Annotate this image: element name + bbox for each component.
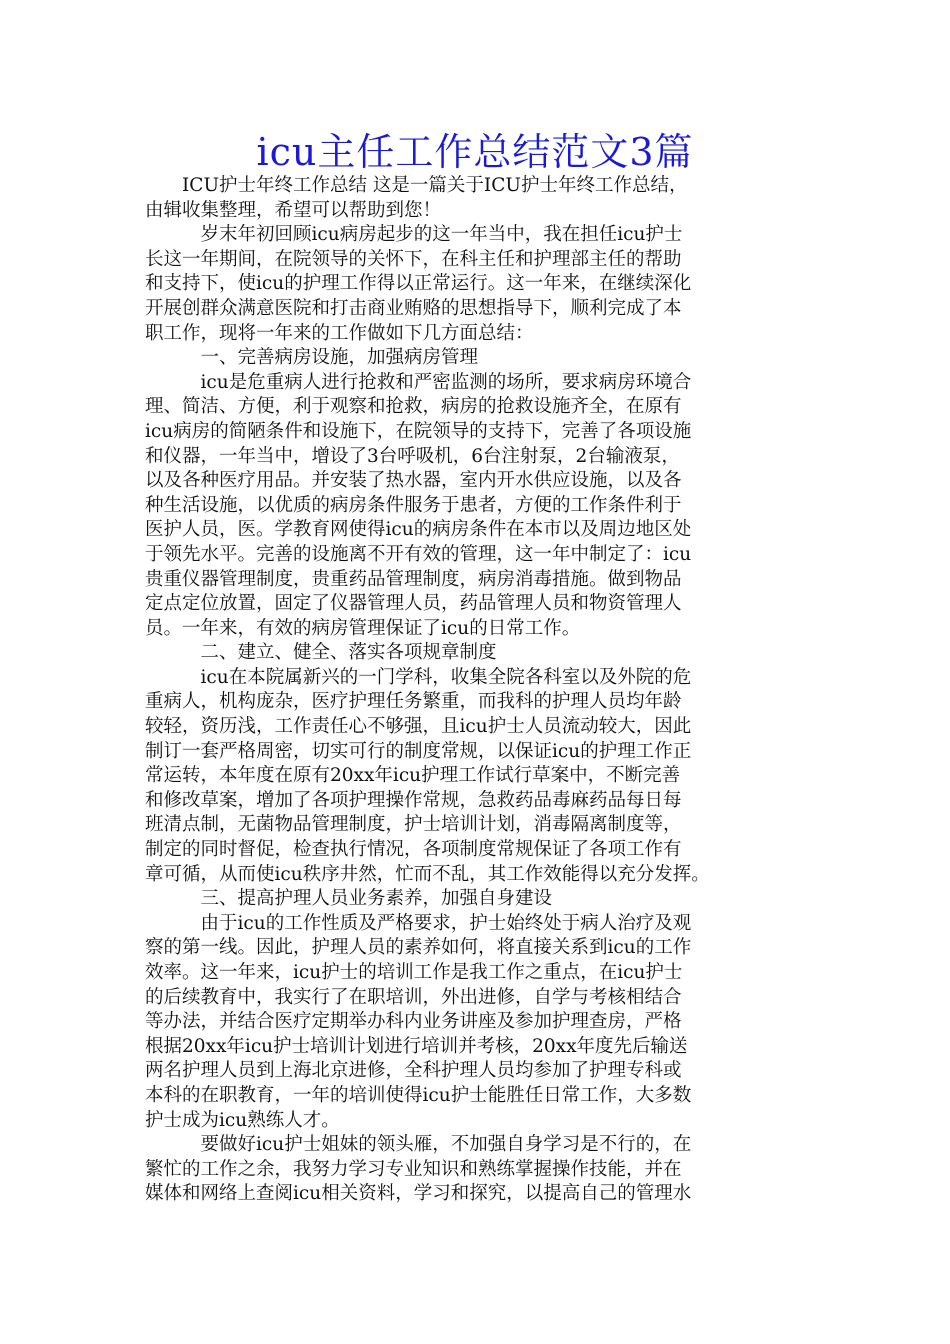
body-line: 由于icu的工作性质及严格要求，护士始终处于病人治疗及观 [145, 912, 692, 934]
body-line: 章可循，从而使icu秩序井然，忙而不乱，其工作效能得以充分发挥。 [145, 863, 710, 885]
body-line: 要做好icu护士姐妹的领头雁，不加强自身学习是不行的，在 [145, 1134, 692, 1156]
body-line: 和仪器，一年当中，增设了3台呼吸机，6台注射泵，2台输液泵， [145, 445, 680, 467]
body-line: 察的第一线。因此，护理人员的素养如何，将直接关系到icu的工作 [145, 937, 692, 959]
body-line: 贵重仪器管理制度，贵重药品管理制度，病房消毒措施。做到物品 [145, 568, 682, 590]
body-line: 一、完善病房设施，加强病房管理 [145, 347, 479, 369]
body-line: 本科的在职教育，一年的培训使得icu护士能胜任日常工作，大多数 [145, 1084, 692, 1106]
body-line: icu是危重病人进行抢救和严密监测的场所，要求病房环境合 [145, 371, 692, 393]
body-line: 制定的同时督促，检查执行情况，各项制度常规保证了各项工作有 [145, 839, 682, 861]
body-line: 理、简洁、方便，利于观察和抢救，病房的抢救设施齐全，在原有 [145, 396, 682, 418]
body-line: 根据20xx年icu护士培训计划进行培训并考核，20xx年度先后输送 [145, 1035, 688, 1057]
body-line: 和支持下，使icu的护理工作得以正常运行。这一年来，在继续深化 [145, 273, 692, 295]
body-line: 和修改草案，增加了各项护理操作常规，急救药品毒麻药品每日每 [145, 789, 682, 811]
body-line: 制订一套严格周密，切实可行的制度常规，以保证icu的护理工作正 [145, 740, 692, 762]
body-line: 常运转，本年度在原有20xx年icu护理工作试行草案中，不断完善 [145, 765, 681, 787]
body-line: 重病人，机构庞杂，医疗护理任务繁重，而我科的护理人员均年龄 [145, 691, 682, 713]
body-line: 长这一年期间，在院领导的关怀下，在科主任和护理部主任的帮助 [145, 248, 682, 270]
document-title: icu主任工作总结范文3篇 [256, 130, 694, 174]
body-line: 种生活设施，以优质的病房条件服务于患者，方便的工作条件利于 [145, 494, 682, 516]
body-line: 繁忙的工作之余，我努力学习专业知识和熟练掌握操作技能，并在 [145, 1158, 682, 1180]
body-line: 三、提高护理人员业务素养，加强自身建设 [145, 888, 553, 910]
document-body [145, 174, 808, 1207]
body-line: 的后续教育中，我实行了在职培训，外出进修，自学与考核相结合 [145, 986, 682, 1008]
body-line: 班清点制，无菌物品管理制度，护士培训计划，消毒隔离制度等， [145, 814, 682, 836]
body-line: icu在本院属新兴的一门学科，收集全院各科室以及外院的危 [145, 666, 692, 688]
body-line: 护士成为icu熟练人才。 [145, 1109, 340, 1131]
body-line: 医护人员，医。学教育网使得icu的病房条件在本市以及周边地区处 [145, 519, 692, 541]
body-line: ICU护士年终工作总结 这是一篇关于ICU护士年终工作总结， [145, 175, 688, 196]
body-line: 开展创群众满意医院和打击商业贿赂的思想指导下，顺利完成了本 [145, 297, 682, 319]
body-line: 岁末年初回顾icu病房起步的这一年当中，我在担任icu护士 [145, 224, 683, 246]
body-line: 定点定位放置，固定了仪器管理人员，药品管理人员和物资管理人 [145, 593, 682, 615]
body-line: 二、建立、健全、落实各项规章制度 [145, 642, 497, 664]
body-line: 职工作，现将一年来的工作做如下几方面总结： [145, 322, 534, 344]
body-line: 等办法，并结合医疗定期举办科内业务讲座及参加护理查房，严格 [145, 1011, 682, 1033]
body-line: 于领先水平。完善的设施离不开有效的管理，这一年中制定了：icu [145, 543, 692, 565]
body-line: 媒体和网络上查阅icu相关资料，学习和探究，以提高自己的管理水 [145, 1183, 692, 1205]
body-line: 由辑收集整理，希望可以帮助到您！ [145, 199, 442, 221]
body-line: 效率。这一年来，icu护士的培训工作是我工作之重点，在icu护士 [145, 962, 683, 983]
body-line: 以及各种医疗用品。并安装了热水器，室内开水供应设施，以及各 [145, 470, 682, 492]
body-line: 两名护理人员到上海北京进修，全科护理人员均参加了护理专科或 [145, 1060, 682, 1082]
body-line: 较轻，资历浅，工作责任心不够强，且icu护士人员流动较大，因此 [145, 716, 692, 738]
body-line: icu病房的简陋条件和设施下，在院领导的支持下，完善了各项设施 [145, 420, 692, 442]
body-line: 员。一年来，有效的病房管理保证了icu的日常工作。 [145, 617, 581, 639]
